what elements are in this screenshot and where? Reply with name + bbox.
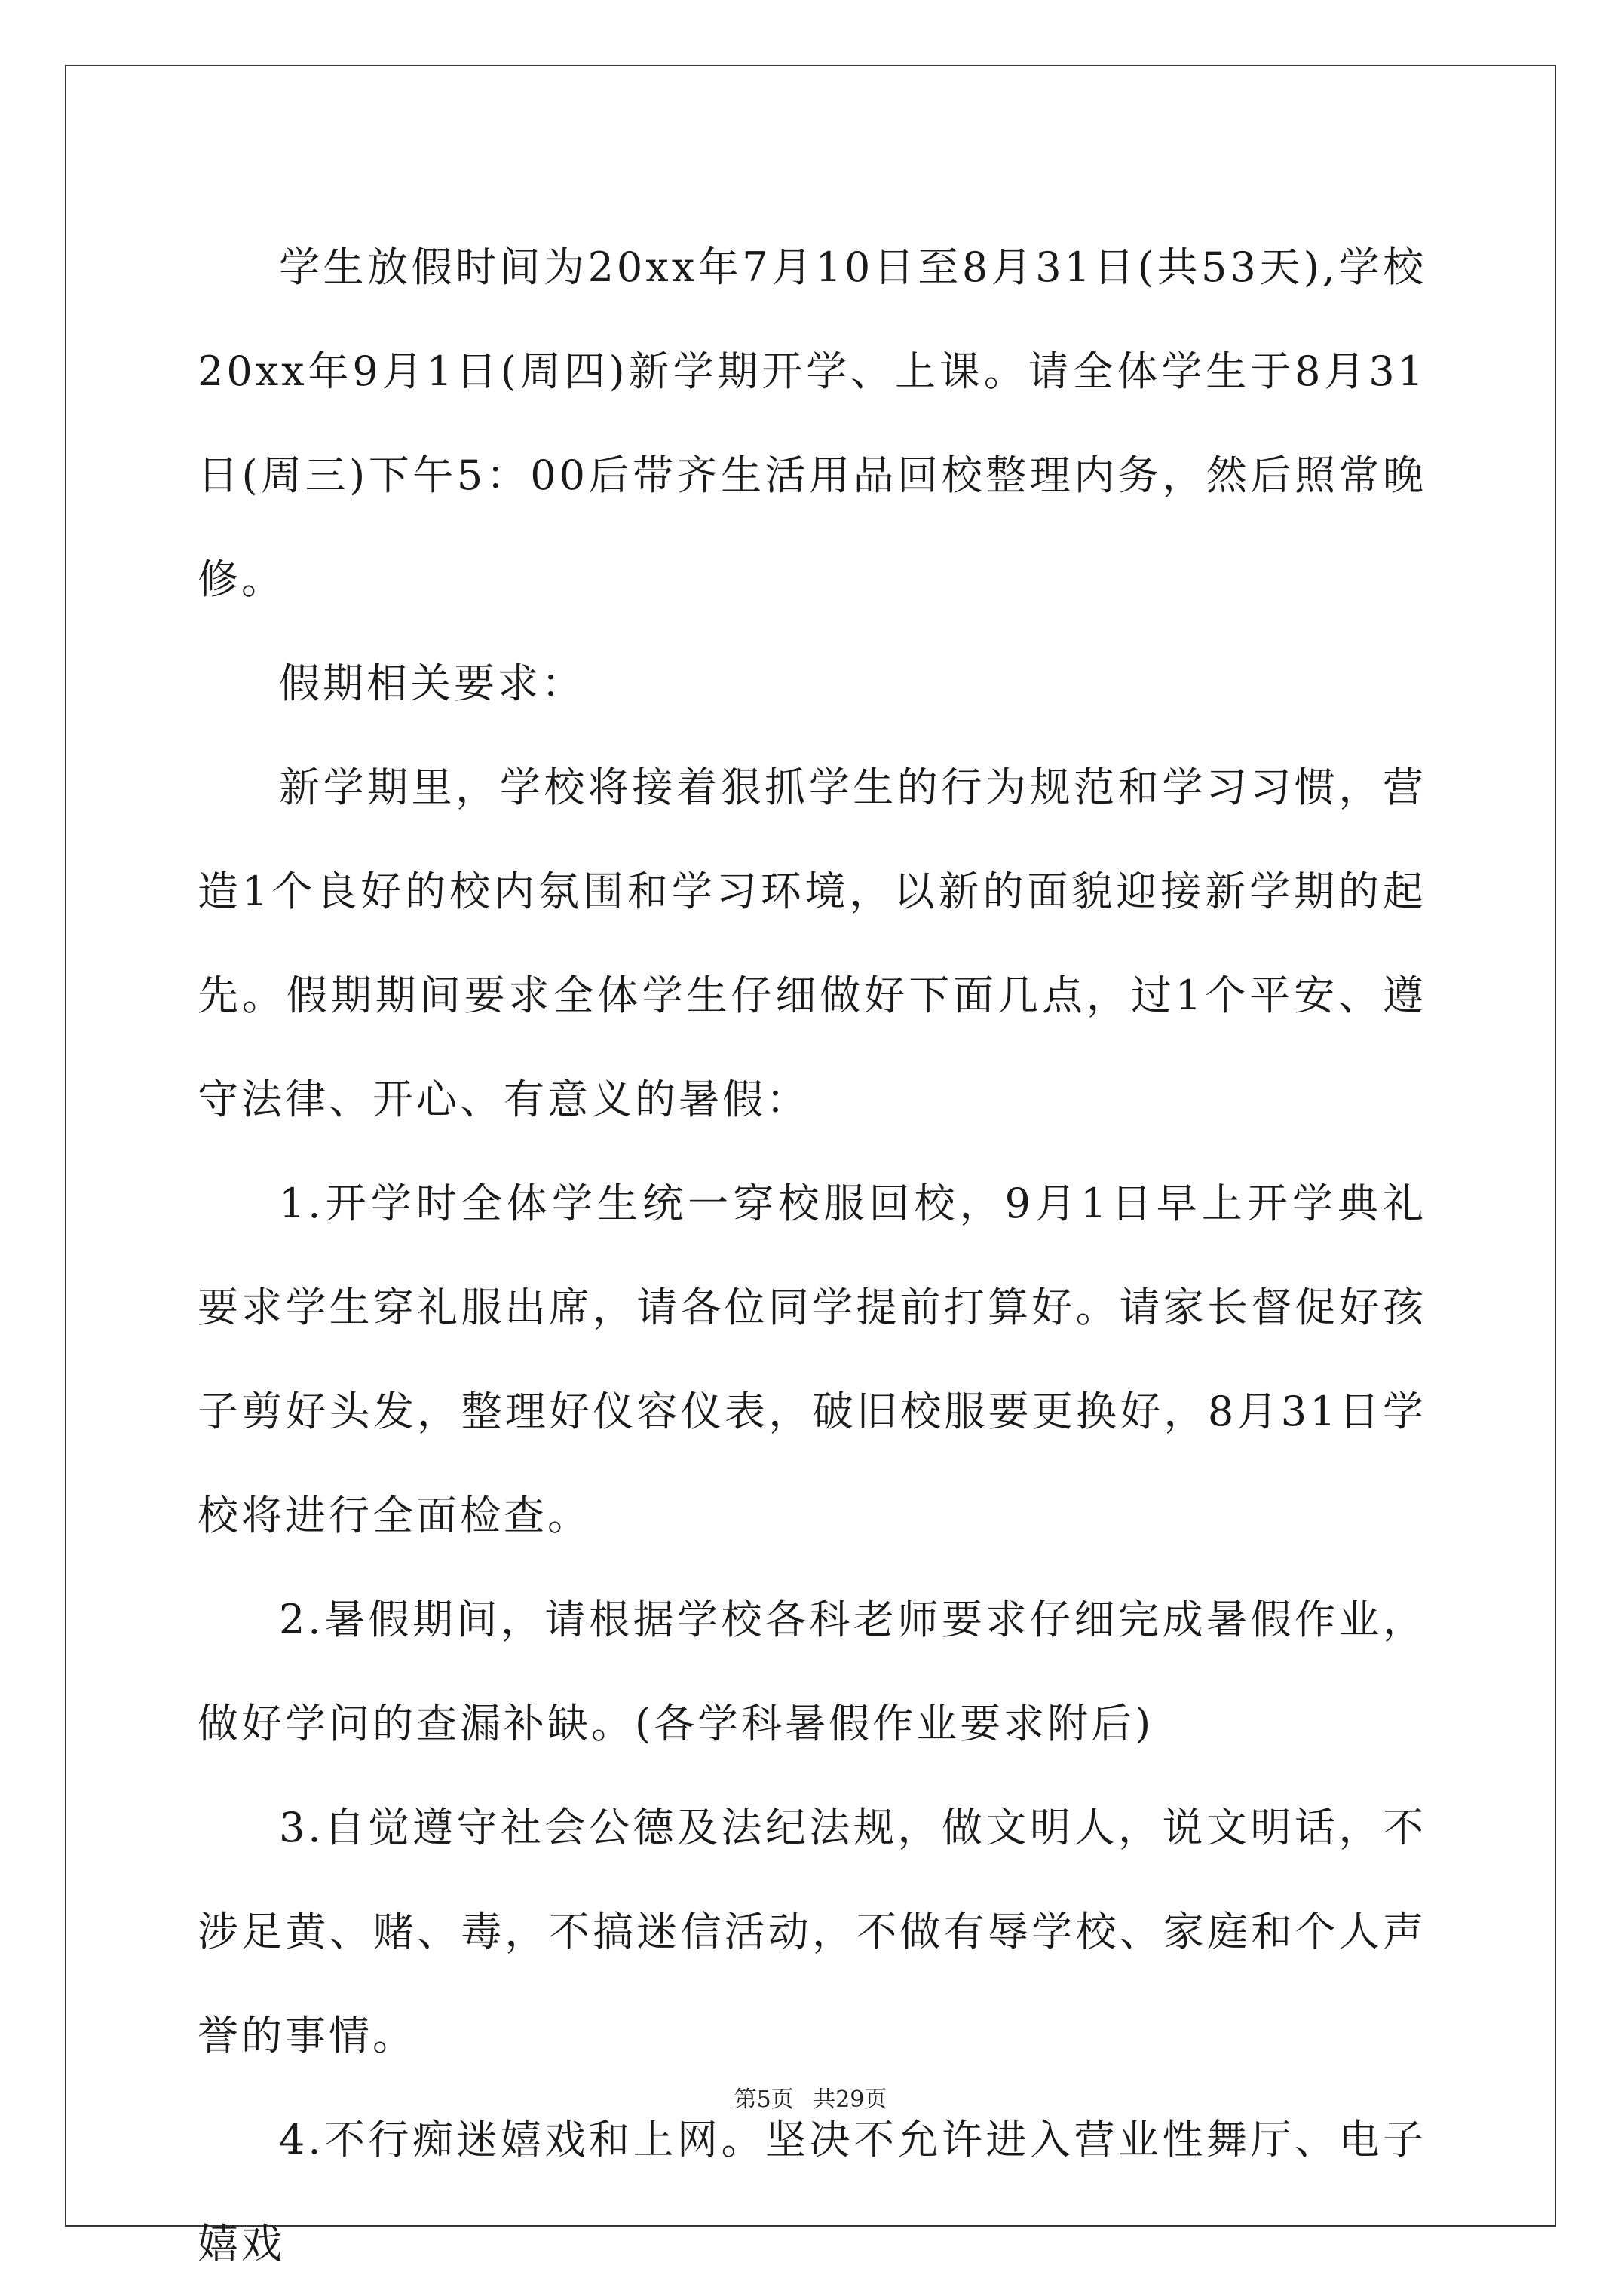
paragraph-item-4: 4.不行痴迷嬉戏和上网。坚决不允许进入营业性舞厅、电子嬉戏 <box>198 2116 1426 2267</box>
document-body <box>198 216 1426 2296</box>
paragraph-item-2: 2.暑假期间，请根据学校各科老师要求仔细完成暑假作业，做好学问的查漏补缺。(各学科暑假作业要求附后) <box>198 1596 1426 1747</box>
paragraph-item-3: 3.自觉遵守社会公德及法纪法规，做文明人，说文明话，不涉足黄、赌、毒，不搞迷信活动，不做有辱学校、家庭和个人声誉的事情。 <box>198 1804 1426 2059</box>
paragraph-new-semester: 新学期里，学校将接着狠抓学生的行为规范和学习习惯，营造1个良好的校内氛围和学习环境，以新的面貌迎接新学期的起先。假期期间要求全体学生仔细做好下面几点，过1个平安、遵守法律、开心、有意义的暑假： <box>198 764 1426 1123</box>
page-footer <box>0 2085 1621 2115</box>
paragraph-holiday-dates: 学生放假时间为20xx年7月10日至8月31日(共53天),学校20xx年9月1日(周四)新学期开学、上课。请全体学生于8月31日(周三)下午5：00后带齐生活用品回校整理内务，然后照常晚修。 <box>198 243 1426 603</box>
paragraph-item-1: 1.开学时全体学生统一穿校服回校，9月1日早上开学典礼要求学生穿礼服出席，请各位同学提前打算好。请家长督促好孩子剪好头发，整理好仪容仪表，破旧校服要更换好，8月31日学校将进行全面检查。 <box>198 1180 1426 1539</box>
page-number-total: 共29页 <box>813 2086 887 2113</box>
paragraph-requirements-heading: 假期相关要求： <box>279 660 585 707</box>
page-number-current: 第5页 <box>734 2086 794 2113</box>
